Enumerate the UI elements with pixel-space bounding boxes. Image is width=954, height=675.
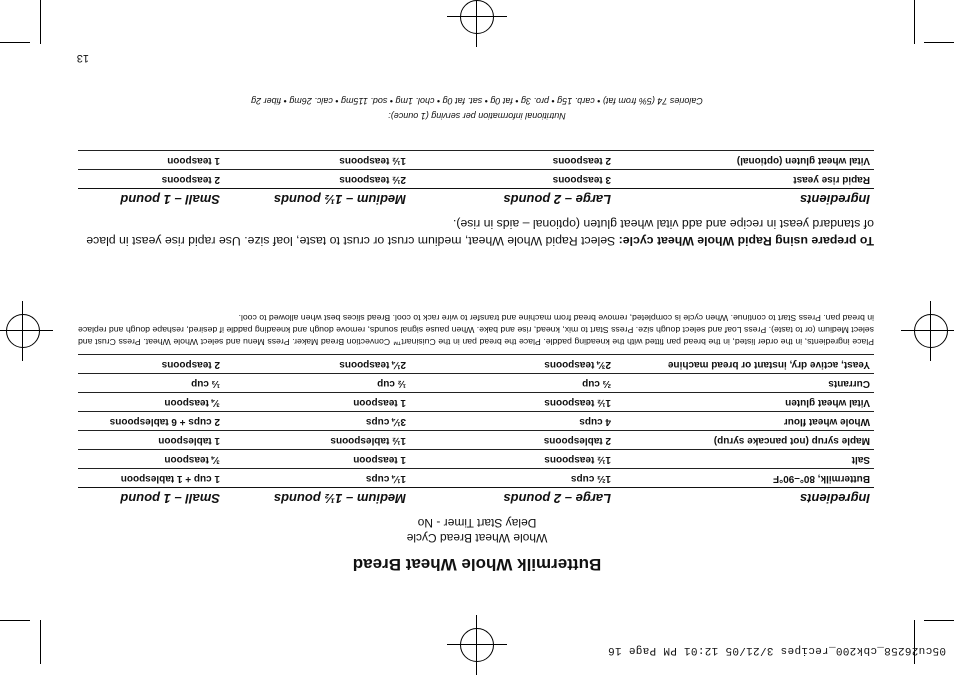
table-row (78, 449, 874, 468)
ingredient-cell: Vital wheat gluten (785, 397, 870, 408)
ingredients-table (78, 354, 874, 508)
amount-cell: 3¼ cups (365, 416, 406, 427)
crop-mark (0, 620, 30, 621)
page-number: 13 (76, 52, 89, 64)
amount-cell: 1 teaspoon (353, 454, 406, 465)
ingredient-cell: Yeast, active dry, instant or bread machine (667, 359, 870, 370)
amount-cell: 1½ tablespoons (330, 435, 406, 446)
amount-cell: 2 cups + 6 tablespoons (109, 416, 220, 427)
amount-cell: ⅓ cup (191, 378, 220, 389)
crop-mark (40, 0, 41, 44)
table-header (78, 487, 874, 508)
recipe-title: Buttermilk Whole Wheat Bread (352, 555, 602, 574)
amount-cell: 3 teaspoons (552, 174, 611, 185)
rapid-table (78, 150, 874, 209)
registration-mark (460, 0, 494, 34)
amount-cell: 1 cup + 1 tablespoon (120, 473, 220, 484)
header-medium: Medium – 1½ pounds (273, 491, 406, 506)
amount-cell: ¾ teaspoon (164, 397, 220, 408)
nutrition-label: Nutritional information per serving (1 ounce): (388, 111, 566, 121)
rapid-cycle-text: Select Rapid Whole Wheat, medium crust or crust to taste, loaf size. Use rapid rise yeast in place of standard yeast in recipe and add vital wheat gluten (optional – aids in rise). (86, 217, 874, 248)
amount-cell: 2 teaspoons (161, 359, 220, 370)
header-large: Large – 2 pounds (503, 491, 611, 506)
amount-cell: 1 teaspoon (353, 397, 406, 408)
ingredient-cell: Maple syrup (not pancake syrup) (713, 435, 870, 446)
crop-mark (40, 620, 41, 664)
crop-mark (924, 42, 954, 43)
header-small: Small – 1 pound (120, 491, 220, 506)
timer-label: Delay Start Timer - No (417, 516, 537, 530)
amount-cell: 2½ teaspoons (339, 174, 406, 185)
amount-cell: 1⅔ cups (570, 473, 611, 484)
table-row (78, 169, 874, 188)
amount-cell: 2 tablespoons (543, 435, 611, 446)
ingredient-cell: Currants (828, 378, 870, 389)
table-row (78, 150, 874, 169)
registration-mark (460, 628, 494, 662)
instructions-paragraph: Place ingredients, in the order listed, in the bread pan fitted with the kneading paddle. Place the bread pan in the Cuisinart™ Convection Bread Maker. Press Menu and select Whole Wheat. Press Crust and select Medium (or to taste). Press Loaf and select dough size. Press Start to mix, knead, rise and bake. When pause signal sounds, remove dough and kneading paddle if desired, reshape dough and replace in bread pan. Press Start to continue. When cycle is completed, remove bread from machine and transfer to wire rack to cool. Bread slices best when allowed to cool. (78, 313, 874, 347)
ingredient-cell: Vital wheat gluten (optional) (736, 155, 870, 166)
amount-cell: 1½ teaspoons (544, 454, 611, 465)
crop-mark (924, 620, 954, 621)
table-header (78, 188, 874, 209)
amount-cell: ⅔ cup (582, 378, 611, 389)
amount-cell: 1 tablespoon (158, 435, 220, 446)
amount-cell: 2¾ teaspoons (544, 359, 611, 370)
ingredient-cell: Salt (851, 454, 870, 465)
rapid-cycle-heading: To prepare using Rapid Whole Wheat cycle: (618, 234, 874, 248)
print-slug: 05cu26258_cbk200_recipes 3/21/05 12:01 PM Page 16 (607, 644, 946, 656)
cycle-label: Whole Wheat Bread Cycle (406, 531, 548, 545)
registration-mark (914, 314, 948, 348)
table-row (78, 392, 874, 411)
header-medium: Medium – 1½ pounds (273, 192, 406, 207)
amount-cell: 4 cups (579, 416, 611, 427)
amount-cell: 2 teaspoons (552, 155, 611, 166)
crop-mark (914, 0, 915, 44)
table-row (78, 373, 874, 392)
table-row (78, 411, 874, 430)
rapid-cycle-note (78, 215, 874, 249)
header-small: Small – 1 pound (120, 192, 220, 207)
table-row (78, 468, 874, 487)
amount-cell: 1¼ cups (365, 473, 406, 484)
amount-cell: 1 teaspoon (167, 155, 220, 166)
nutrition-values: Calories 74 (5% from fat) • carb. 15g • pro. 3g • fat 0g • sat. fat 0g • chol. 1mg • sod. 115mg • calc. 26mg • fiber 2g (251, 96, 703, 106)
amount-cell: 1½ teaspoons (544, 397, 611, 408)
table-row (78, 354, 874, 373)
registration-mark (6, 314, 40, 348)
amount-cell: ½ cup (377, 378, 406, 389)
crop-mark (914, 620, 915, 664)
amount-cell: 1½ teaspoons (339, 155, 406, 166)
amount-cell: 2¼ teaspoons (339, 359, 406, 370)
crop-mark (0, 42, 30, 43)
header-large: Large – 2 pounds (503, 192, 611, 207)
header-ingredients: Ingredients (799, 192, 870, 207)
amount-cell: ¾ teaspoon (164, 454, 220, 465)
ingredient-cell: Whole wheat flour (783, 416, 870, 427)
table-row (78, 430, 874, 449)
amount-cell: 2 teaspoons (161, 174, 220, 185)
header-ingredients: Ingredients (799, 491, 870, 506)
ingredient-cell: Rapid rise yeast (793, 174, 870, 185)
ingredient-cell: Buttermilk, 80°–90°F (773, 473, 870, 484)
